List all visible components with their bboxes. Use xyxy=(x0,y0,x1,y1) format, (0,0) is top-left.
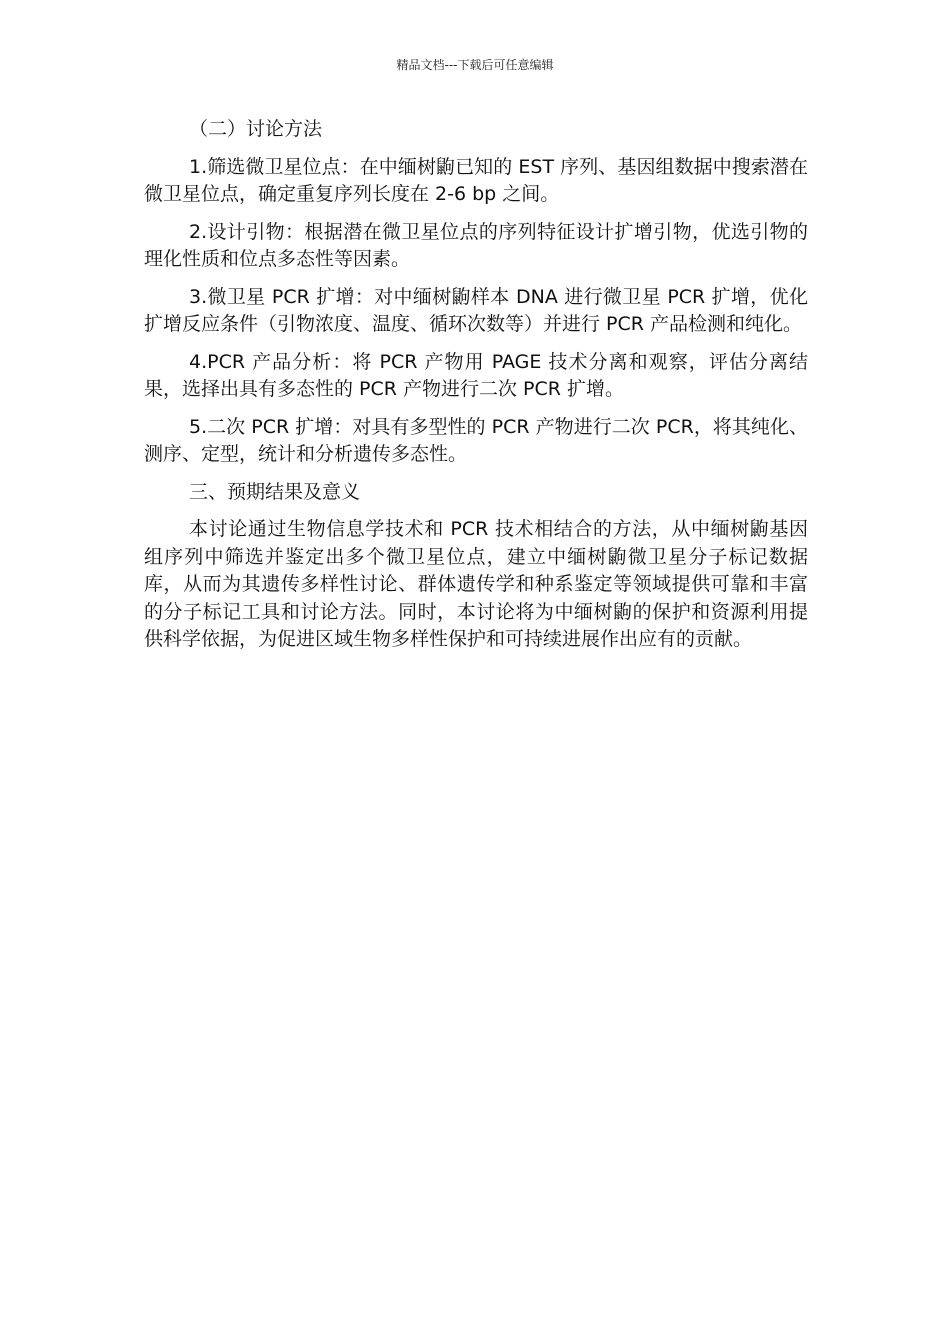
method-item-2: 2.设计引物：根据潜在微卫星位点的序列特征设计扩增引物，优选引物的理化性质和位点多态性等因素。 xyxy=(144,220,808,270)
method-item-1: 1.筛选微卫星位点：在中缅树鼩已知的 EST 序列、基因组数据中搜索潜在微卫星位点，确定重复序列长度在 2-6 bp 之间。 xyxy=(144,155,808,205)
page-header: 精品文档---下载后可任意编辑 xyxy=(396,58,554,72)
results-paragraph: 本讨论通过生物信息学技术和 PCR 技术相结合的方法，从中缅树鼩基因组序列中筛选并鉴定出多个微卫星位点，建立中缅树鼩微卫星分子标记数据库，从而为其遗传多样性讨论、群体遗传学和种系鉴定等领域提供可靠和丰富的分子标记工具和讨论方法。同时，本讨论将为中缅树鼩的保护和资源利用提供科学依据，为促进区域生物多样性保护和可持续进展作出应有的贡献。 xyxy=(144,518,808,650)
section-heading-methods: （二）讨论方法 xyxy=(189,118,323,140)
method-item-4: 4.PCR 产品分析：将 PCR 产物用 PAGE 技术分离和观察，评估分离结果，选择出具有多态性的 PCR 产物进行二次 PCR 扩增。 xyxy=(144,350,808,400)
method-item-5: 5.二次 PCR 扩增：对具有多型性的 PCR 产物进行二次 PCR，将其纯化、测序、定型，统计和分析遗传多态性。 xyxy=(144,415,808,465)
method-item-3: 3.微卫星 PCR 扩增：对中缅树鼩样本 DNA 进行微卫星 PCR 扩增，优化扩增反应条件（引物浓度、温度、循环次数等）并进行 PCR 产品检测和纯化。 xyxy=(144,285,808,335)
document-body xyxy=(144,116,808,664)
section-heading-results: 三、预期结果及意义 xyxy=(189,480,361,503)
